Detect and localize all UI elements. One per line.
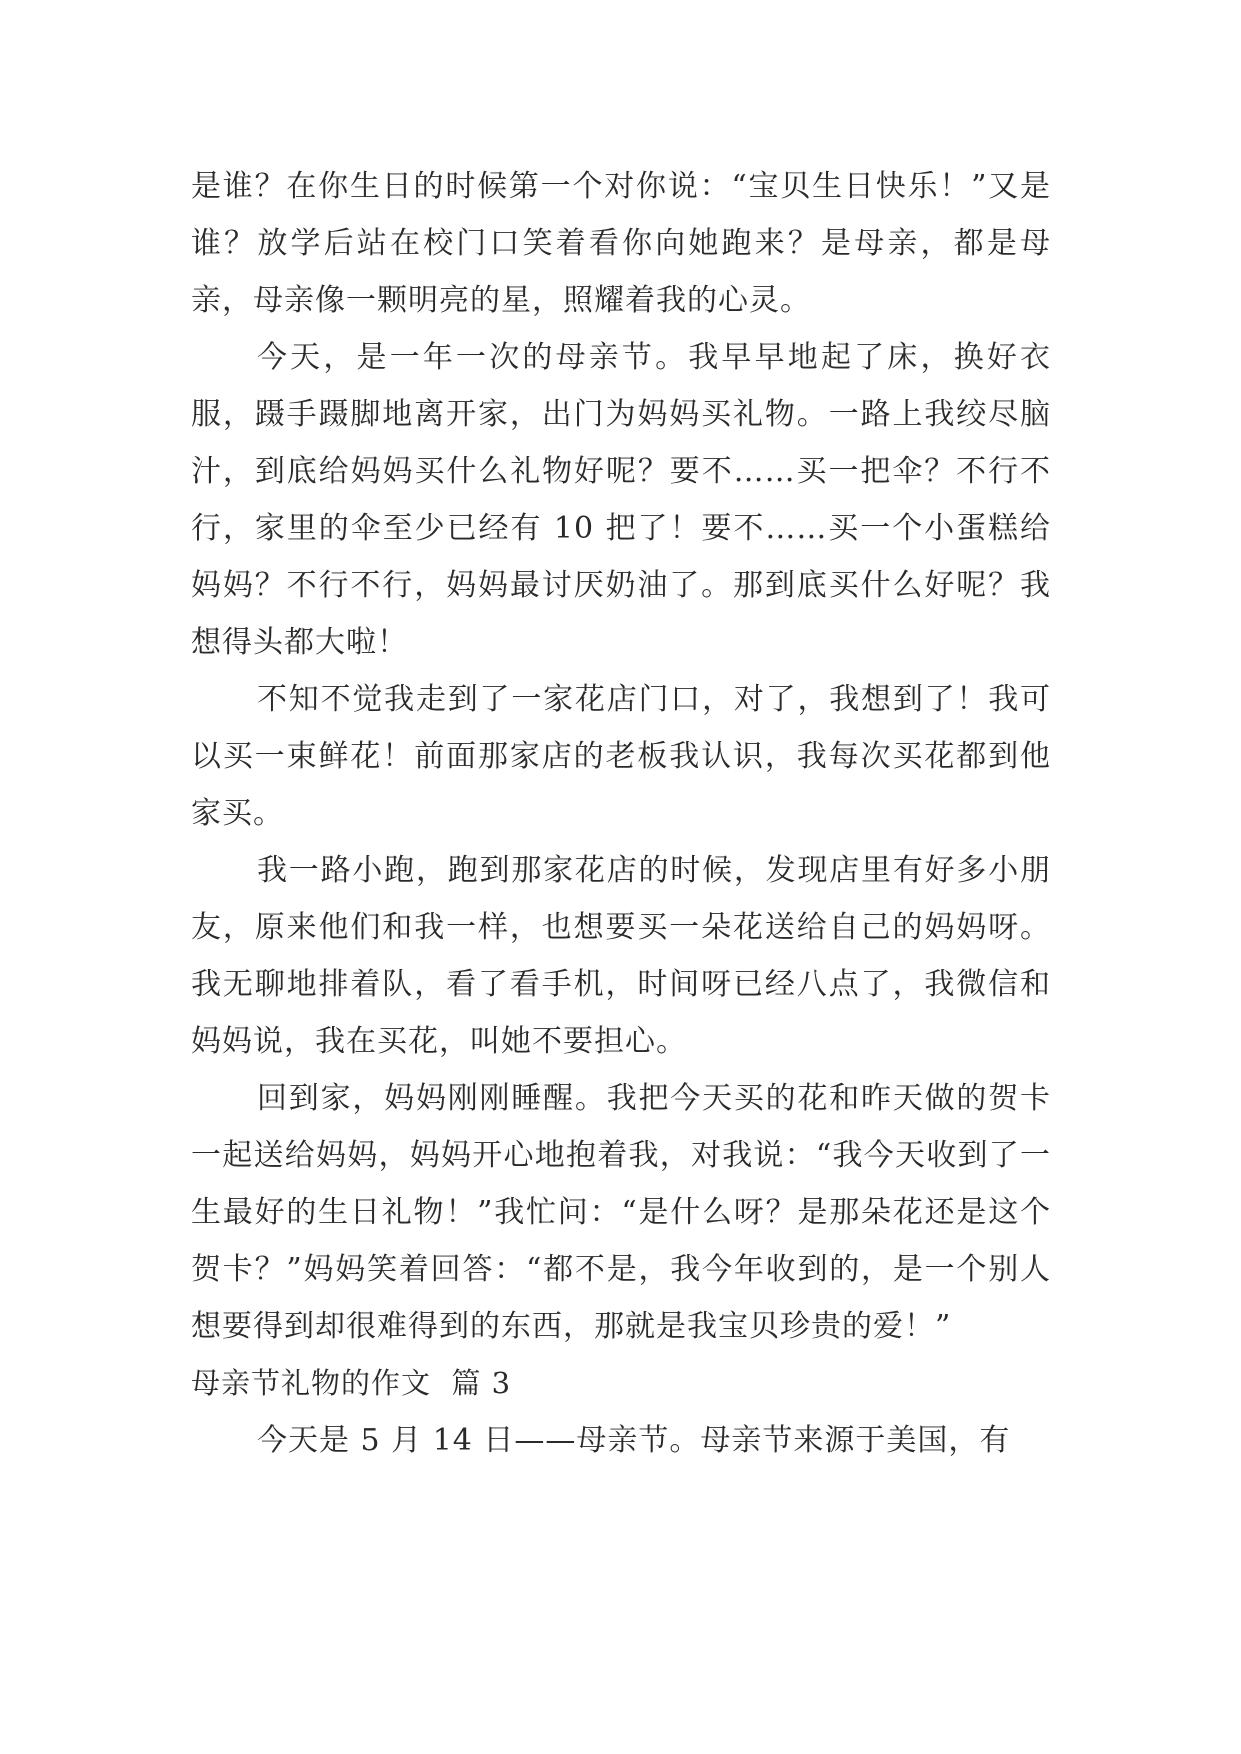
paragraph-3: 不知不觉我走到了一家花店门口，对了，我想到了！我可以买一束鲜花！前面那家店的老板我认识，我每次买花都到他家买。 bbox=[191, 682, 1051, 831]
paragraph-5: 回到家，妈妈刚刚睡醒。我把今天买的花和昨天做的贺卡一起送给妈妈，妈妈开心地抱着我，对我说：“我今天收到了一生最好的生日礼物！”我忙问：“是什么呀？是那朵花还是这个贺卡？”妈妈笑着回答：“都不是，我今年收到的，是一个别人想要得到却很难得到的东西，那就是我宝贝珍贵的爱！” bbox=[191, 1081, 1051, 1344]
paragraph-4: 我一路小跑，跑到那家花店的时候，发现店里有好多小朋友，原来他们和我一样，也想要买一朵花送给自己的妈妈呀。我无聊地排着队，看了看手机，时间呀已经八点了，我微信和妈妈说，我在买花，叫她不要担心。 bbox=[191, 853, 1051, 1059]
paragraph-2: 今天，是一年一次的母亲节。我早早地起了床，换好衣服，蹑手蹑脚地离开家，出门为妈妈买礼物。一路上我绞尽脑汁，到底给妈妈买什么礼物好呢？要不……买一把伞？不行不行，家里的伞至少已经有 10 把了！要不……买一个小蛋糕给妈妈？不行不行，妈妈最讨厌奶油了。那到底买什么好呢？我想得头都大啦！ bbox=[191, 340, 1051, 660]
document-page bbox=[191, 158, 1051, 1469]
paragraph-1: 是谁？在你生日的时候第一个对你说：“宝贝生日快乐！”又是谁？放学后站在校门口笑着看你向她跑来？是母亲，都是母亲，母亲像一颗明亮的星，照耀着我的心灵。 bbox=[191, 169, 1051, 318]
section-heading: 母亲节礼物的作文 篇 3 bbox=[191, 1366, 512, 1400]
paragraph-6: 今天是 5 月 14 日——母亲节。母亲节来源于美国，有 bbox=[257, 1423, 1011, 1458]
